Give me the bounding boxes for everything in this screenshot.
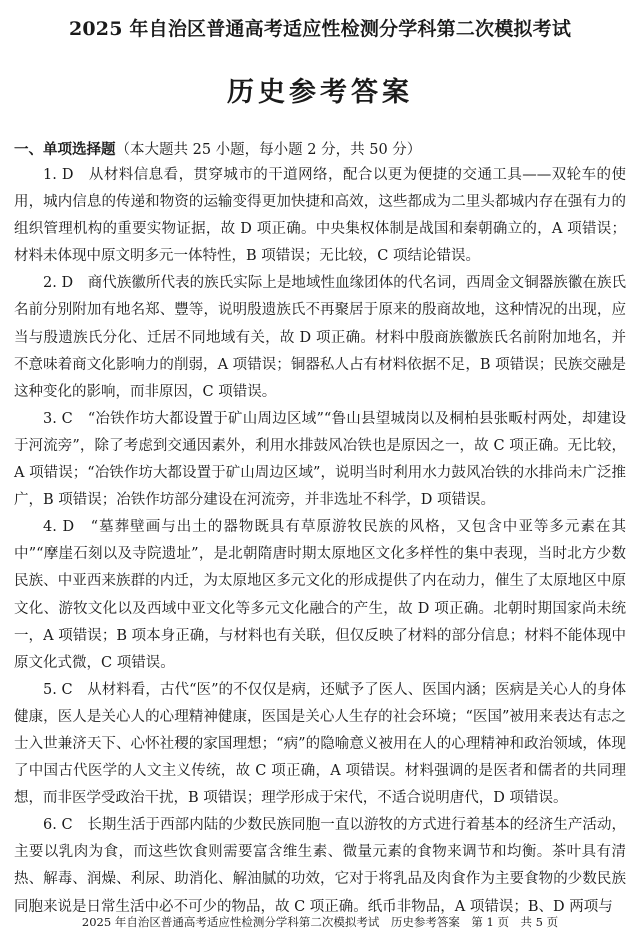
section-heading <box>14 138 421 159</box>
answer-explanation: 从材料信息看，贯穿城市的干道网络，配合以更为便捷的交通工具——双轮车的使用，城内信息的传递和物资的运输变得更加快捷和高效，这些都成为二里头都城内存在强有力的组织管理机构的重要实物证据，故 D 项正确。中央集权体制是战国和秦朝确立的，A 项错误；材料未体现中原文明多元一体特性，B 项错误；无比较，C 项结论错误。 <box>14 167 626 265</box>
answer-number: 1. D <box>43 167 74 183</box>
exam-title: 2025 年自治区普通高考适应性检测分学科第二次模拟考试 <box>68 18 572 40</box>
page-footer: 2025 年自治区普通高考适应性检测分学科第二次模拟考试 历史参考答案 第 1 页 共 5 页 <box>81 915 559 929</box>
answer-item-4 <box>14 514 626 677</box>
answer-number: 3. C <box>43 410 73 427</box>
answer-explanation: “墓葬壁画与出土的器物既具有草原游牧民族的风格，又包含中亚等多元素在其中”“摩崖石刻以及寺院遗址”，是北朝隋唐时期太原地区文化多样性的集中表现，当时北方少数民族、中亚西来族群的内迁，为太原地区多元文化的形成提供了内在动力，催生了太原地区中原文化、游牧文化以及西域中亚文化等多元文化融合的产生，故 D 项正确。北朝时期国家尚未统一，A 项错误；B 项本身正确，与材料也有关联，但仅反映了材料的部分信息；材料不能体现中原文化式微，C 项错误。 <box>14 519 627 671</box>
section-heading-note: （本大题共 25 小题，每小题 2 分，共 50 分） <box>115 142 422 158</box>
answer-item-2 <box>14 270 626 405</box>
answer-item-5 <box>14 677 626 812</box>
answer-explanation: 商代族徽所代表的族氏实际上是地域性血缘团体的代名词，西周金文铜器族徽在族氏名前分别附加有地名郑、豐等，说明殷遗族氏不再聚居于原来的殷商故地，这种情况的出现，应当与殷遗族氏分化、迁居不同地域有关，故 D 项正确。材料中殷商族徽族氏名前附加地名，并不意味着商文化影响力的削弱，A 项错误；铜器私人占有材料依据不足，B 项错误；民族交融是这种变化的影响，而非原因，C 项错误。 <box>14 275 627 400</box>
answer-explanation: “冶铁作坊大都设置于矿山周边区域”“鲁山县望城岗以及桐柏县张畈村两处，却建设于河流旁”，除了考虑到交通因素外，利用水排鼓风冶铁也是原因之一，故 C 项正确。无比较，A 项错误；“冶铁作坊大都设置于矿山周边区域”，说明当时利用水力鼓风冶铁的水排尚未广泛推广，B 项错误；冶铁作坊部分建设在河流旁，并非选址不科学，D 项错误。 <box>14 410 626 509</box>
answer-explanation: 从材料看，古代“医”的不仅仅是病，还赋予了医人、医国内涵；医病是关心人的身体健康，医人是关心人的心理精神健康，医国是关心人生存的社会环境；“医国”被用来表达有志之士入世兼济天下、心怀社稷的家国理想；“病”的隐喻意义被用在人的心理精神和政治领域，体现了中国古代医学的人文主义传统，故 C 项正确，A 项错误。材料强调的是医者和儒者的共同理想，而非医学受政治干扰，B 项错误；理学形成于宋代，不适合说明唐代，D 项错误。 <box>14 681 626 807</box>
document-subtitle: 历史参考答案 <box>227 77 413 108</box>
answer-item-1 <box>14 162 626 270</box>
answer-number: 2. D <box>43 275 74 292</box>
answer-list <box>14 162 626 921</box>
answer-number: 4. D <box>43 519 75 536</box>
answer-explanation: 长期生活于西部内陆的少数民族同胞一直以游牧的方式进行着基本的经济生产活动，主要以乳肉为食，而这些饮食则需要富含维生素、微量元素的食物来调节和均衡。茶叶具有清热、解毒、润燥、利尿、助消化、解油腻的功效，它对于将乳品及肉食作为主要食物的少数民族同胞来说是日常生活中必不可少的物品，故 C 项正确。纸币非物品，A 项错误；B、D 两项与 <box>14 817 627 915</box>
section-heading-label: 一、单项选择题 <box>14 142 116 158</box>
answer-number: 6. C <box>43 817 73 834</box>
answer-item-6 <box>14 812 626 920</box>
answer-item-3 <box>14 406 626 514</box>
answer-number: 5. C <box>43 681 73 698</box>
